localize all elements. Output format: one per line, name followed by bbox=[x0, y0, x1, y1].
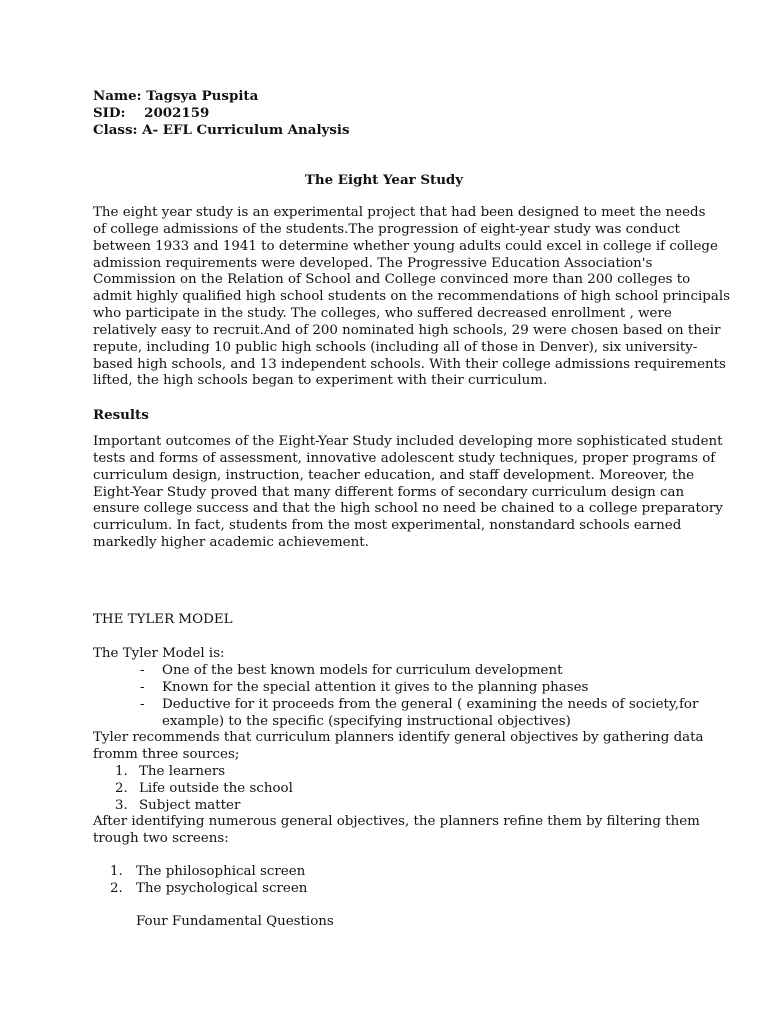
name-label: Name: bbox=[93, 88, 142, 104]
student-header bbox=[93, 88, 350, 139]
list-number: 3. bbox=[115, 797, 128, 813]
bullet-dash: - bbox=[140, 663, 145, 678]
list-number: 2. bbox=[115, 780, 128, 796]
paragraph-line: based high schools, and 13 independent schools. With their college admissions requirements bbox=[93, 356, 726, 372]
paragraph-line: After identifying numerous general objectives, the planners refine them by filtering them bbox=[93, 814, 700, 829]
sid-label: SID: bbox=[93, 105, 126, 121]
list-item bbox=[140, 680, 698, 697]
paragraph-line: markedly higher academic achievement. bbox=[93, 535, 369, 551]
sid-value: 2002159 bbox=[144, 105, 210, 121]
list-item-text: Deductive for it proceeds from the general ( examining the needs of society,for bbox=[162, 696, 699, 712]
bullet-dash: - bbox=[140, 679, 145, 695]
bullet-dash: - bbox=[140, 696, 145, 712]
paragraph-line: relatively easy to recruit.And of 200 nominated high schools, 29 were chosen based on their bbox=[93, 322, 721, 338]
list-item bbox=[140, 697, 698, 731]
paragraph-line: tests and forms of assessment, innovative adolescent study techniques, proper programs of bbox=[93, 450, 716, 466]
list-item-text: One of the best known models for curriculum development bbox=[162, 663, 563, 678]
name-row bbox=[93, 88, 350, 105]
paragraph-line: Important outcomes of the Eight-Year Study included developing more sophisticated student bbox=[93, 434, 723, 449]
paragraph-line: trough two screens: bbox=[93, 830, 229, 846]
list-item bbox=[110, 864, 307, 881]
name-value: Tagsya Puspita bbox=[146, 88, 259, 104]
tyler-bullet-list bbox=[140, 663, 698, 730]
list-item bbox=[115, 764, 293, 781]
paragraph-line: Commission on the Relation of School and College convinced more than 200 colleges to bbox=[93, 272, 691, 288]
list-number: 1. bbox=[110, 864, 123, 879]
paragraph-line: who participate in the study. The colleges, who suffered decreased enrollment , were bbox=[93, 306, 672, 322]
list-item-text: The learners bbox=[139, 764, 226, 779]
list-number: 1. bbox=[115, 764, 128, 779]
paragraph-line: The eight year study is an experimental project that had been designed to meet the needs bbox=[93, 205, 706, 220]
sources-list bbox=[115, 764, 293, 815]
intro-paragraph bbox=[93, 205, 730, 390]
paragraph-line: curriculum. In fact, students from the most experimental, nonstandard schools earned bbox=[93, 518, 682, 534]
paragraph-line: curriculum design, instruction, teacher education, and staff development. Moreover, the bbox=[93, 467, 695, 483]
paragraph-line: between 1933 and 1941 to determine whether young adults could excel in college if college bbox=[93, 238, 718, 254]
paragraph-line: lifted, the high schools began to experiment with their curriculum. bbox=[93, 373, 548, 389]
screens-list bbox=[110, 864, 307, 898]
recommend-paragraph bbox=[93, 730, 704, 764]
list-item bbox=[110, 881, 307, 898]
paragraph-line: repute, including 10 public high schools (including all of those in Denver), six university- bbox=[93, 339, 698, 355]
tyler-model-heading: THE TYLER MODEL bbox=[93, 612, 233, 627]
results-paragraph bbox=[93, 434, 723, 552]
results-heading: Results bbox=[93, 407, 149, 423]
tyler-intro: The Tyler Model is: bbox=[93, 646, 225, 661]
paragraph-line: fromm three sources; bbox=[93, 746, 240, 762]
list-number: 2. bbox=[110, 880, 123, 896]
document-title: The Eight Year Study bbox=[304, 172, 464, 188]
paragraph-line: admit highly qualified high school students on the recommendations of high school principals bbox=[93, 289, 730, 305]
four-questions-heading: Four Fundamental Questions bbox=[136, 914, 334, 929]
paragraph-line: ensure college success and that the high school no need be chained to a college preparatory bbox=[93, 501, 723, 517]
paragraph-line: Eight-Year Study proved that many different forms of secondary curriculum design can bbox=[93, 484, 685, 500]
list-item-text: The psychological screen bbox=[136, 880, 308, 896]
paragraph-line: admission requirements were developed. The Progressive Education Association's bbox=[93, 255, 653, 271]
paragraph-line: Tyler recommends that curriculum planners identify general objectives by gathering data bbox=[93, 730, 704, 745]
list-item-continuation: example) to the specific (specifying instructional objectives) bbox=[162, 713, 571, 729]
sid-row bbox=[93, 105, 350, 122]
paragraph-line: of college admissions of the students.The progression of eight-year study was conduct bbox=[93, 221, 680, 237]
class-label: Class: bbox=[93, 122, 138, 138]
list-item bbox=[140, 663, 698, 680]
class-row bbox=[93, 122, 350, 139]
list-item-text: Life outside the school bbox=[139, 780, 293, 796]
list-item bbox=[115, 798, 293, 815]
list-item-text: The philosophical screen bbox=[136, 864, 306, 879]
refine-paragraph bbox=[93, 814, 700, 848]
list-item-text: Known for the special attention it gives to the planning phases bbox=[162, 679, 589, 695]
class-value: A- EFL Curriculum Analysis bbox=[142, 122, 350, 138]
list-item bbox=[115, 781, 293, 798]
list-item-text: Subject matter bbox=[139, 797, 241, 813]
